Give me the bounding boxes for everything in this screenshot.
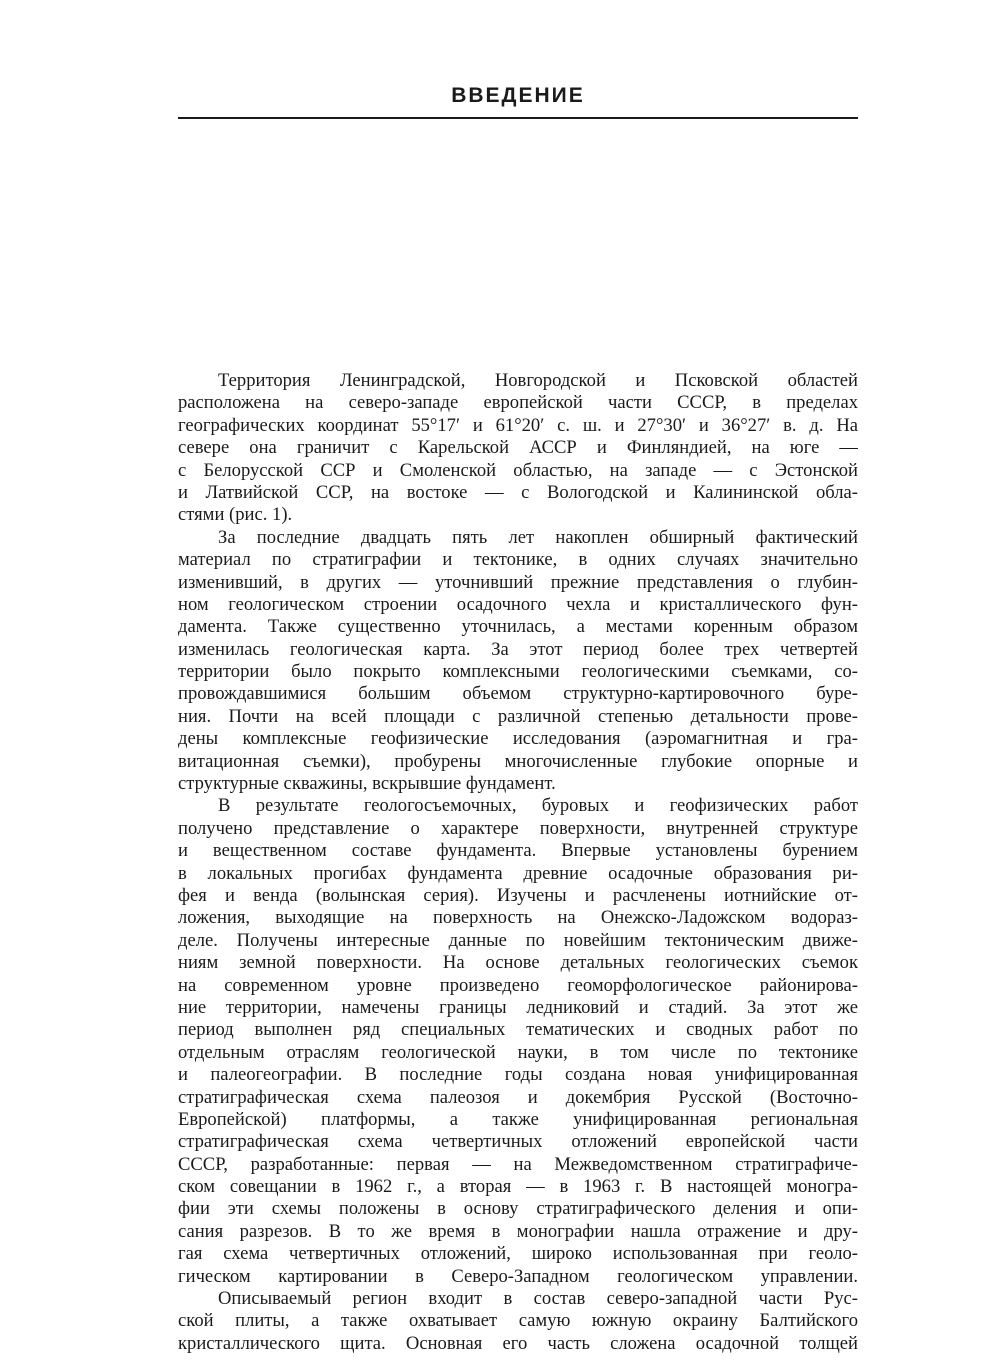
paragraph-4-line: кристаллического щита. Основная его часть сложена осадочной толщей xyxy=(178,1332,858,1354)
paragraph-3-line: СССР, разработанные: первая — на Межведомственном стратиграфиче- xyxy=(178,1153,858,1175)
paragraph-2-line: витационная съемки), пробурены многочисленные глубокие опорные и xyxy=(178,750,858,772)
paragraph-1-line: расположена на северо-западе европейской части СССР, в пределах xyxy=(178,392,858,414)
paragraph-2-line: ния. Почти на всей площади с различной степенью детальности прове- xyxy=(178,705,858,727)
paragraph-3-line: ском совещании в 1962 г., а вторая — в 1963 г. В настоящей моногра- xyxy=(178,1176,858,1198)
paragraph-2-line: ном геологическом строении осадочного чехла и кристаллического фун- xyxy=(178,593,858,615)
paragraph-3-line: и палеогеографии. В последние годы создана новая унифицированная xyxy=(178,1064,858,1086)
paragraph-2-line: структурные скважины, вскрывшие фундамент. xyxy=(178,773,556,795)
paragraph-1-line: Территория Ленинградской, Новгородской и Псковской областей xyxy=(218,370,858,391)
paragraph-2-line: дамента. Также существенно уточнилась, а местами коренным образом xyxy=(178,616,858,638)
paragraph-4-line: Описываемый регион входит в состав северо-западной части Рус- xyxy=(218,1288,858,1310)
paragraph-4-line: ской плиты, а также охватывает самую южную окраину Балтийского xyxy=(178,1310,858,1332)
paragraph-3-line: ниям земной поверхности. На основе детальных геологических съемок xyxy=(178,952,858,974)
paragraph-3-line: В результате геологосъемочных, буровых и геофизических работ xyxy=(218,795,858,817)
paragraph-2-line: провождавшимися большим объемом структурно-картировочного буре- xyxy=(178,683,858,705)
paragraph-3-line: ложения, выходящие на поверхность на Онежско-Ладожском водораз- xyxy=(178,907,858,929)
paragraph-3-line: гическом картировании в Северо-Западном геологическом управлении. xyxy=(178,1265,858,1287)
paragraph-3-line: период выполнен ряд специальных тематических и сводных работ по xyxy=(178,1019,858,1041)
paragraph-3-line: ние территории, намечены границы ледниковий и стадий. За этот же xyxy=(178,996,858,1018)
chapter-heading: ВВЕДЕНИЕ xyxy=(451,84,585,107)
paragraph-3-line: стратиграфическая схема четвертичных отложений европейской части xyxy=(178,1131,858,1153)
paragraph-1-line: и Латвийской ССР, на востоке — с Вологодской и Калининской обла- xyxy=(178,481,858,503)
paragraph-2-line: изменивший, в других — уточнивший прежние представления о глубин- xyxy=(178,571,858,593)
paragraph-2-line: материал по стратиграфии и тектонике, в одних случаях значительно xyxy=(178,549,858,571)
paragraph-3-line: Европейской) платформы, а также унифицированная региональная xyxy=(178,1108,858,1130)
paragraph-3-line: на современном уровне произведено геоморфологическое районирова- xyxy=(178,974,858,996)
paragraph-2-line: изменилась геологическая карта. За этот период более трех четвертей xyxy=(178,638,858,660)
paragraph-2-line: территории было покрыто комплексными геологическими съемками, со- xyxy=(178,661,858,683)
paragraph-3-line: в локальных прогибах фундамента древние осадочные образования ри- xyxy=(178,862,858,884)
paragraph-3-line: отдельным отраслям геологической науки, в том числе по тектонике xyxy=(178,1041,858,1063)
paragraph-1-line: географических координат 55°17′ и 61°20′ с. ш. и 27°30′ и 36°27′ в. д. На xyxy=(178,414,858,436)
paragraph-3-line: деле. Получены интересные данные по новейшим тектоническим движе- xyxy=(178,929,858,951)
paragraph-3-line: фии эти схемы положены в основу стратиграфического деления и опи- xyxy=(178,1198,858,1220)
paragraph-1-line: стями (рис. 1). xyxy=(178,504,293,526)
paragraph-3-line: стратиграфическая схема палеозоя и докембрия Русской (Восточно- xyxy=(178,1086,858,1108)
paragraph-1-line: с Белорусской ССР и Смоленской областью, на западе — с Эстонской xyxy=(178,459,858,481)
paragraph-2-line: За последние двадцать пять лет накоплен обширный фактический xyxy=(218,526,858,548)
paragraph-3-line: и вещественном составе фундамента. Впервые установлены бурением xyxy=(178,840,858,862)
paragraph-3-line: сания разрезов. В то же время в монографии нашла отражение и дру- xyxy=(178,1220,858,1242)
paragraph-3-line: получено представление о характере поверхности, внутренней структуре xyxy=(178,817,858,839)
paragraph-1-line: севере она граничит с Карельской АССР и Финляндией, на юге — xyxy=(178,437,858,459)
paragraph-3-line: фея и венда (волынская серия). Изучены и расчленены иотнийские от- xyxy=(178,884,858,906)
body-text xyxy=(178,370,858,1355)
heading-rule xyxy=(178,117,858,119)
paragraph-2-line: дены комплексные геофизические исследования (аэромагнитная и гра- xyxy=(178,728,858,750)
paragraph-3-line: гая схема четвертичных отложений, широко использованная при геоло- xyxy=(178,1243,858,1265)
